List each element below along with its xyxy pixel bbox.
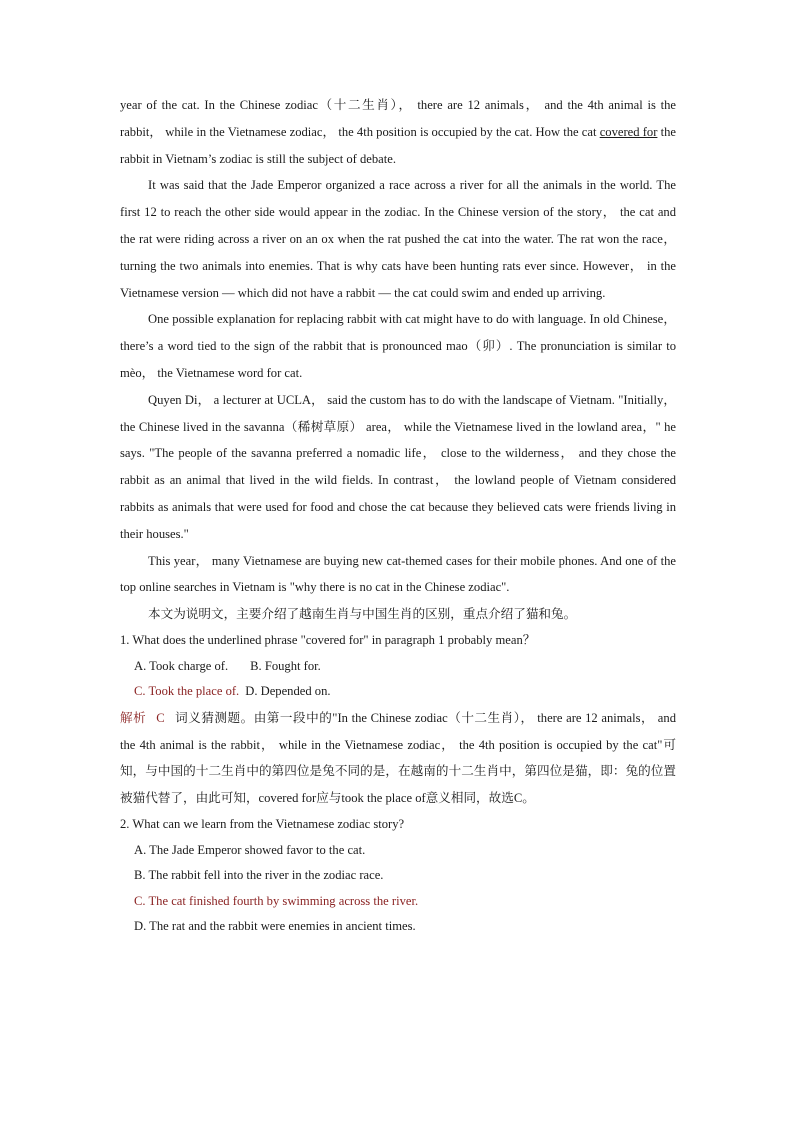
passage-paragraph-1: year of the cat. In the Chinese zodiac（十二生肖）， there are 12 animals， and the 4th animal is the rabbit， while in the Vietnamese zodiac， the 4th position is occupied by the cat. How the cat covered for the rabbit in Vietnam’s zodiac is still the subject of debate. [120,98,676,166]
question-stem: 2. What can we learn from the Vietnamese zodiac story? [120,816,405,831]
document-page [120,92,676,940]
passage-paragraph-3: One possible explanation for replacing rabbit with cat might have to do with language. In old Chinese， there’s a word tied to the sign of the rabbit that is pronounced mao（卯）. The pronunciation is similar to mèo， the Vietnamese word for cat. [120,312,676,380]
analysis-text: 词义猜测题。由第一段中的"In the Chinese zodiac（十二生肖）， there are 12 animals， and the 4th animal is the rabbit， while in the Vietnamese zodiac， the 4th position is occupied by the cat"可知，与中国的十二生肖中的第四位是兔不同的是，在越南的十二生肖中，第四位是猫，即：兔的位置被猫代替了，由此可知，covered for应与took the place of意义相同，故选C。 [120,710,676,806]
answer-letter: C [156,710,165,725]
passage-paragraph-5: This year， many Vietnamese are buying new cat-themed cases for their mobile phones. And one of the top online searches in Vietnam is "why there is no cat in the Chinese zodiac". [120,553,676,595]
option-a: A. Took charge of. [134,658,229,673]
passage-paragraph-2: It was said that the Jade Emperor organized a race across a river for all the animals in the world. The first 12 to reach the other side would appear in the zodiac. In the Chinese version of the story， the cat and the rat were riding across a river on an ox when the rat pushed the cat into the water. The rat won the race， turning the two animals into enemies. That is why cats have been hunting rats ever since. However， in the Vietnamese version — which did not have a rabbit — the cat could swim and ended up arriving. [120,178,676,300]
question-stem: 1. What does the underlined phrase "covered for" in paragraph 1 probably mean？ [120,632,536,647]
option-c-correct: C. The cat finished fourth by swimming across the river. [134,893,419,908]
option-d: D. Depended on. [245,684,331,699]
option-row [120,654,676,680]
analysis [120,705,676,812]
analysis-label: 解析 [120,710,147,725]
option-b: B. Fought for. [250,658,321,673]
option-a: A. The Jade Emperor showed favor to the cat. [134,842,366,857]
option-row [120,679,676,705]
passage-summary: 本文为说明文，主要介绍了越南生肖与中国生肖的区别，重点介绍了猫和兔。 [148,607,577,622]
underlined-phrase: covered for [599,124,658,139]
question-2 [120,812,676,940]
option-b: B. The rabbit fell into the river in the zodiac race. [134,868,384,883]
option-c-correct: C. Took the place of. [134,684,240,699]
question-1 [120,628,676,812]
option-d: D. The rat and the rabbit were enemies in ancient times. [134,919,416,934]
passage-paragraph-4: Quyen Di， a lecturer at UCLA， said the custom has to do with the landscape of Vietnam. "Initially， the Chinese lived in the savanna（稀树草原） area， while the Vietnamese lived in the lowland area，" he says. "The people of the savanna preferred a nomadic life， close to the wilderness， and they chose the rabbit as an animal that lived in the wild fields. In contrast， the lowland people of Vietnam considered rabbits as animals that were used for food and chose the cat because they believed cats were friends living in their houses." [120,392,676,541]
